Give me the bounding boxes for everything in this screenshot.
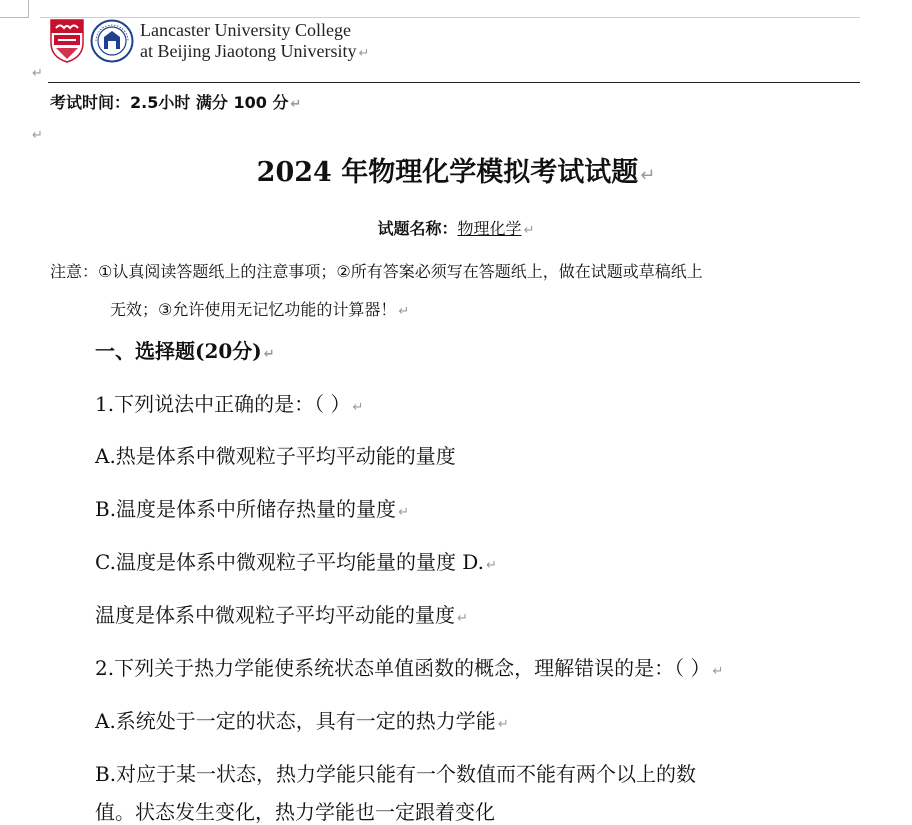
question-2-option-b-cont: 值。状态发生变化，热力学能也一定跟着变化 bbox=[95, 800, 495, 824]
exam-info: 考试时间：2.5小时 满分 100 分 ↵ bbox=[50, 93, 302, 112]
notice-line1: 注意：①认真阅读答题纸上的注意事项；②所有答案必须写在答题纸上，做在试题或草稿纸上 bbox=[50, 262, 703, 281]
paragraph-mark: ↵ bbox=[32, 66, 43, 81]
page-corner-mark bbox=[28, 0, 29, 18]
page-corner-mark bbox=[0, 17, 28, 18]
page-corner-mark bbox=[40, 17, 860, 18]
question-1-option-d: 温度是体系中微观粒子平均平动能的量度 ↵ bbox=[95, 603, 468, 627]
subject-line: 试题名称：物理化学 ↵ bbox=[377, 219, 535, 238]
notice-line2: 无效；③允许使用无记忆功能的计算器！ ↵ bbox=[110, 300, 410, 319]
question-2-option-b: B.对应于某一状态，热力学能只能有一个数值而不能有两个以上的数 bbox=[95, 762, 697, 786]
university-name-line1: Lancaster University College bbox=[140, 20, 351, 40]
subject-value: 物理化学 bbox=[457, 219, 522, 238]
question-1-option-c: C.温度是体系中微观粒子平均能量的量度 D. ↵ bbox=[95, 550, 497, 574]
header-rule bbox=[48, 82, 860, 83]
question-1-stem: 1.下列说法中正确的是：（ ） ↵ bbox=[95, 392, 364, 416]
question-2-stem: 2.下列关于热力学能使系统状态单值函数的概念，理解错误的是：（ ） ↵ bbox=[95, 656, 724, 680]
question-1-option-a: A.热是体系中微观粒子平均平动能的量度 bbox=[95, 444, 456, 468]
lancaster-shield-icon bbox=[50, 19, 84, 63]
question-1-option-b: B.温度是体系中所储存热量的量度 ↵ bbox=[95, 497, 409, 521]
university-name-line2: at Beijing Jiaotong University ↵ bbox=[140, 41, 370, 61]
subject-label: 试题名称： bbox=[377, 219, 458, 238]
section-heading: 一、选择题(20分) ↵ bbox=[95, 339, 275, 363]
exam-title: 2024 年物理化学模拟考试试题 ↵ bbox=[256, 157, 656, 188]
bjtu-seal-icon bbox=[90, 19, 134, 63]
paragraph-mark: ↵ bbox=[32, 128, 43, 143]
header-logos bbox=[50, 18, 134, 64]
question-2-option-a: A.系统处于一定的状态，具有一定的热力学能 ↵ bbox=[95, 709, 509, 733]
university-name bbox=[140, 20, 369, 64]
